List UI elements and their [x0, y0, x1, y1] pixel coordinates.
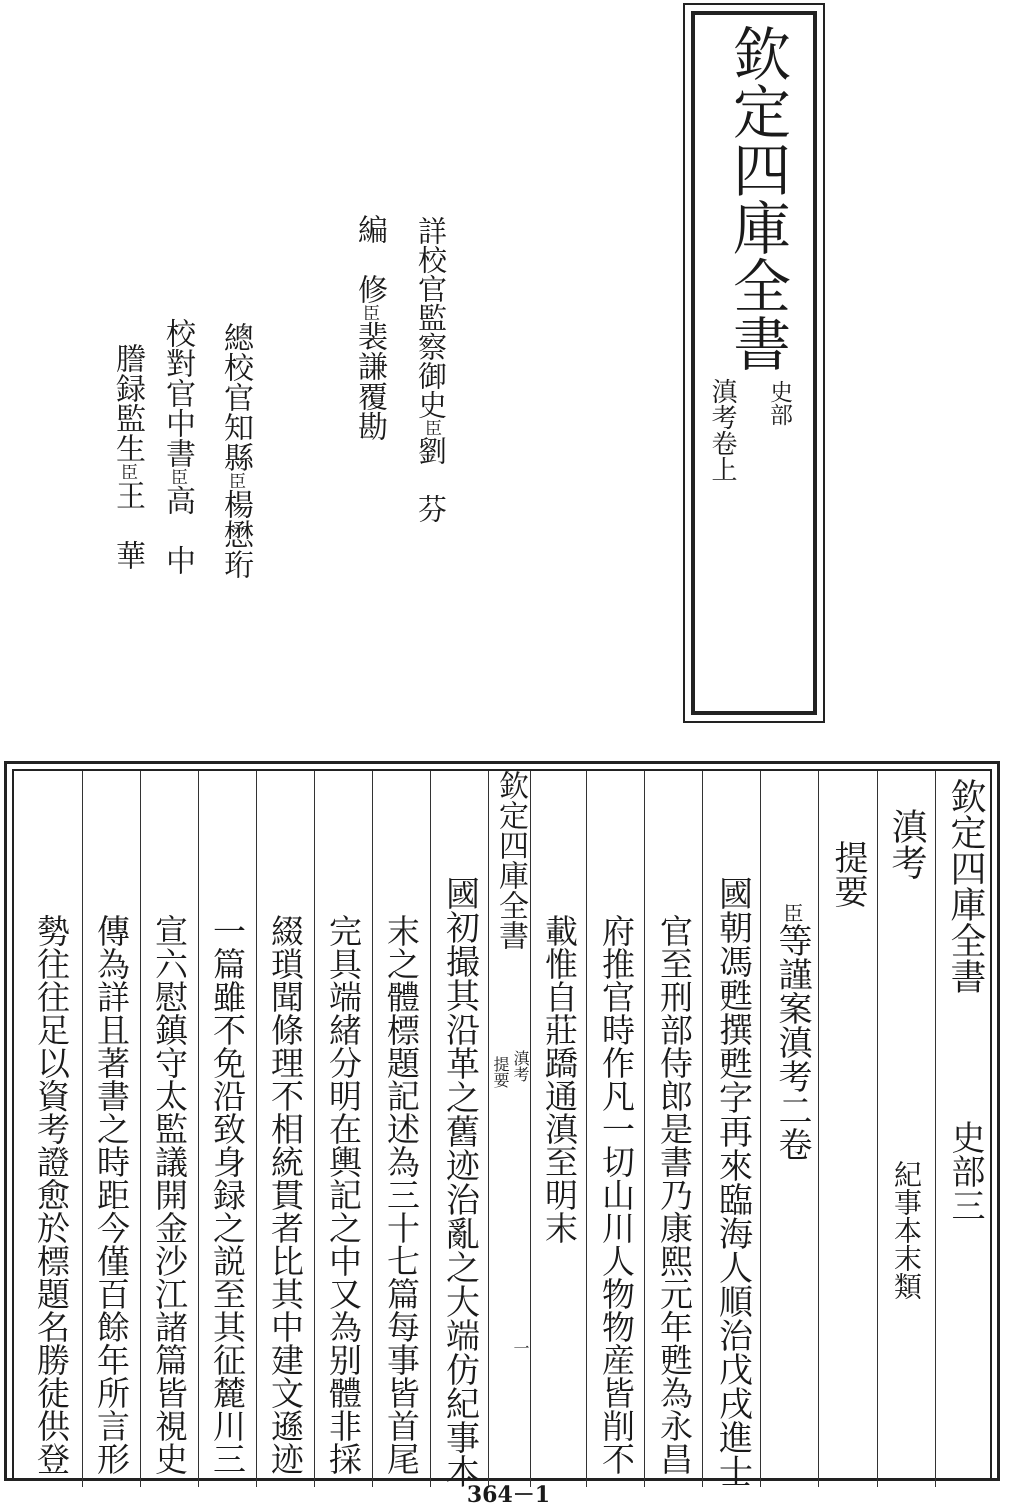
checker-title: 校對官中書	[160, 318, 195, 468]
credit-proofreader	[414, 216, 448, 523]
column-rule	[644, 771, 645, 1487]
text-column-9: 綴瑣聞條理不相統貫者比其中建文遜迹	[266, 914, 305, 1475]
center-book: 滇考	[511, 1050, 530, 1082]
column-rule	[372, 771, 373, 1487]
page-header-section: 史部三	[945, 1120, 985, 1222]
editor-title: 編 修	[352, 214, 387, 304]
text-column-11: 宣六慰鎮守太監議開金沙江諸篇皆視史	[150, 914, 189, 1475]
text-column-7: 末之體標題記述為三十七篇每事皆首尾	[382, 914, 421, 1475]
copyist-title: 謄録監生	[110, 343, 145, 463]
proof-rank: 臣	[421, 419, 441, 436]
cover-title: 欽定四庫全書	[723, 24, 791, 372]
editor-rank: 臣	[359, 304, 379, 321]
center-tiyao: 提要	[491, 1056, 510, 1088]
column-rule	[140, 771, 141, 1487]
column-rule	[530, 771, 531, 1487]
chief-title: 總校官知縣	[218, 322, 253, 472]
text-column-12: 傳為詳且著書之時距今僅百餘年所言形	[92, 914, 131, 1475]
text-column-3: 官至刑部侍郎是書乃康熙元年甦為永昌	[655, 914, 694, 1475]
proof-title: 詳校官監察御史	[414, 216, 448, 419]
page-footer-number: 364－1	[466, 1482, 551, 1508]
text-column-10: 一篇雖不免沿致身録之説至其征麓川三	[208, 914, 247, 1475]
text-column-1: 臣等謹案滇考二卷	[772, 903, 812, 1161]
editor-name: 裴謙覆勘	[352, 321, 387, 441]
proof-name: 劉 芬	[414, 436, 448, 523]
credit-copyist	[110, 343, 144, 570]
credit-editor	[352, 214, 386, 441]
column-rule	[877, 771, 878, 1487]
text-column-5: 載惟自莊蹻通滇至明末	[540, 914, 579, 1244]
section-tiyao: 提要	[828, 840, 868, 908]
center-title: 欽定四庫全書	[493, 770, 528, 950]
column-rule	[430, 771, 431, 1487]
copyist-rank: 臣	[117, 463, 137, 480]
column-rule	[935, 771, 936, 1487]
column-rule	[256, 771, 257, 1487]
column-rule	[488, 771, 489, 1487]
minister-mark: 臣	[780, 903, 804, 923]
column-rule	[82, 771, 83, 1487]
column-rule	[702, 771, 703, 1487]
text-column-4: 府推官時作凡一切山川人物物産皆削不	[597, 914, 636, 1475]
chief-name: 楊懋珩	[218, 489, 253, 579]
column-rule	[586, 771, 587, 1487]
page-header-title: 欽定四庫全書	[945, 778, 986, 994]
book-title: 滇考	[886, 808, 927, 880]
column-rule	[818, 771, 819, 1487]
column-rule	[314, 771, 315, 1487]
text-column-6: 國初撮其沿革之舊迹治亂之大端仿紀事本	[439, 876, 480, 1488]
column-rule	[198, 771, 199, 1487]
chief-rank: 臣	[225, 472, 245, 489]
book-category: 紀事本末類	[890, 1160, 923, 1300]
column-rule	[760, 771, 761, 1487]
credit-checker	[160, 318, 194, 575]
credit-chief-proofreader	[218, 322, 252, 579]
center-page-number: 一	[511, 1340, 530, 1356]
text-column-2: 國朝馮甦撰甦字再來臨海人順治戊戌進士	[712, 876, 753, 1488]
text-column-13: 勢往往足以資考證愈於標題名勝徒供登	[32, 914, 71, 1475]
checker-name: 高 中	[160, 485, 195, 575]
cover-section: 史部	[766, 380, 792, 426]
copyist-name: 王 華	[110, 480, 145, 570]
text-column-8: 完具端緒分明在輿記之中又為别體非採	[324, 914, 363, 1475]
cover-volume: 滇考卷上	[707, 378, 737, 482]
checker-rank: 臣	[167, 468, 187, 485]
